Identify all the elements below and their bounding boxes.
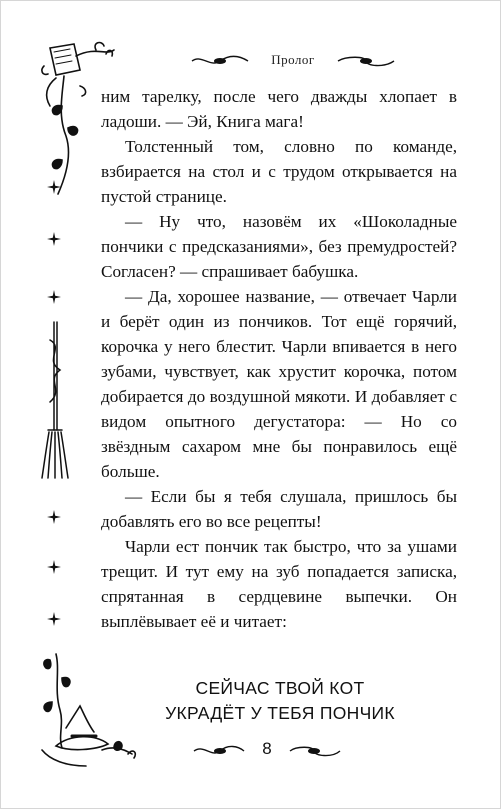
sparkle-icon bbox=[47, 290, 61, 304]
witch-hat-vine-icon bbox=[36, 650, 136, 770]
flourish-left-icon bbox=[190, 54, 250, 68]
paragraph: — Да, хорошее название, — отвечает Чарли и берёт один из пончиков. Тот ещё горячий, корочка у него блестит. Чарли впивается в него зубами, чувствует, как хрустит корочка, потом добирается до воздушной мякоти. И добавляет с видом опытного дегустатора: — Но со звёздным сахаром мне бы понравилось ещё больше. bbox=[101, 287, 457, 481]
paragraph: — Ну что, назовём их «Шоколадные пончики с предсказаниями», без премудростей? Согласен? — спрашивает бабушка. bbox=[101, 212, 457, 281]
footer bbox=[192, 738, 342, 762]
flourish-left-icon bbox=[192, 744, 246, 758]
sparkle-icon bbox=[47, 612, 61, 626]
prediction-note bbox=[150, 676, 410, 726]
page-number: 8 bbox=[262, 739, 272, 758]
sparkle-icon bbox=[47, 180, 61, 194]
paragraph: — Если бы я тебя слушала, пришлось бы добавлять его во все рецепты! bbox=[101, 487, 457, 531]
note-line: УКРАДЁТ У ТЕБЯ ПОНЧИК bbox=[165, 703, 395, 723]
paragraph: Чарли ест пончик так быстро, что за ушами трещит. И тут ему на зуб попадается записка, спрятанная в сердцевине выпечки. Он выплёвывает её и читает: bbox=[101, 537, 457, 631]
broom-icon bbox=[40, 320, 70, 480]
sparkle-icon bbox=[47, 232, 61, 246]
sparkle-icon bbox=[47, 510, 61, 524]
flourish-right-icon bbox=[336, 54, 396, 68]
chapter-title: Пролог bbox=[271, 52, 315, 67]
body-text bbox=[101, 84, 457, 634]
paragraph: Толстенный том, словно по команде, взбирается на стол и с трудом открывается на пустой странице. bbox=[101, 137, 457, 206]
sparkle-icon bbox=[47, 560, 61, 574]
running-header bbox=[190, 48, 490, 72]
note-line: СЕЙЧАС ТВОЙ КОТ bbox=[195, 678, 365, 698]
paragraph: ним тарелку, после чего дважды хлопает в ладоши. — Эй, Книга мага! bbox=[101, 87, 457, 131]
flourish-right-icon bbox=[288, 744, 342, 758]
